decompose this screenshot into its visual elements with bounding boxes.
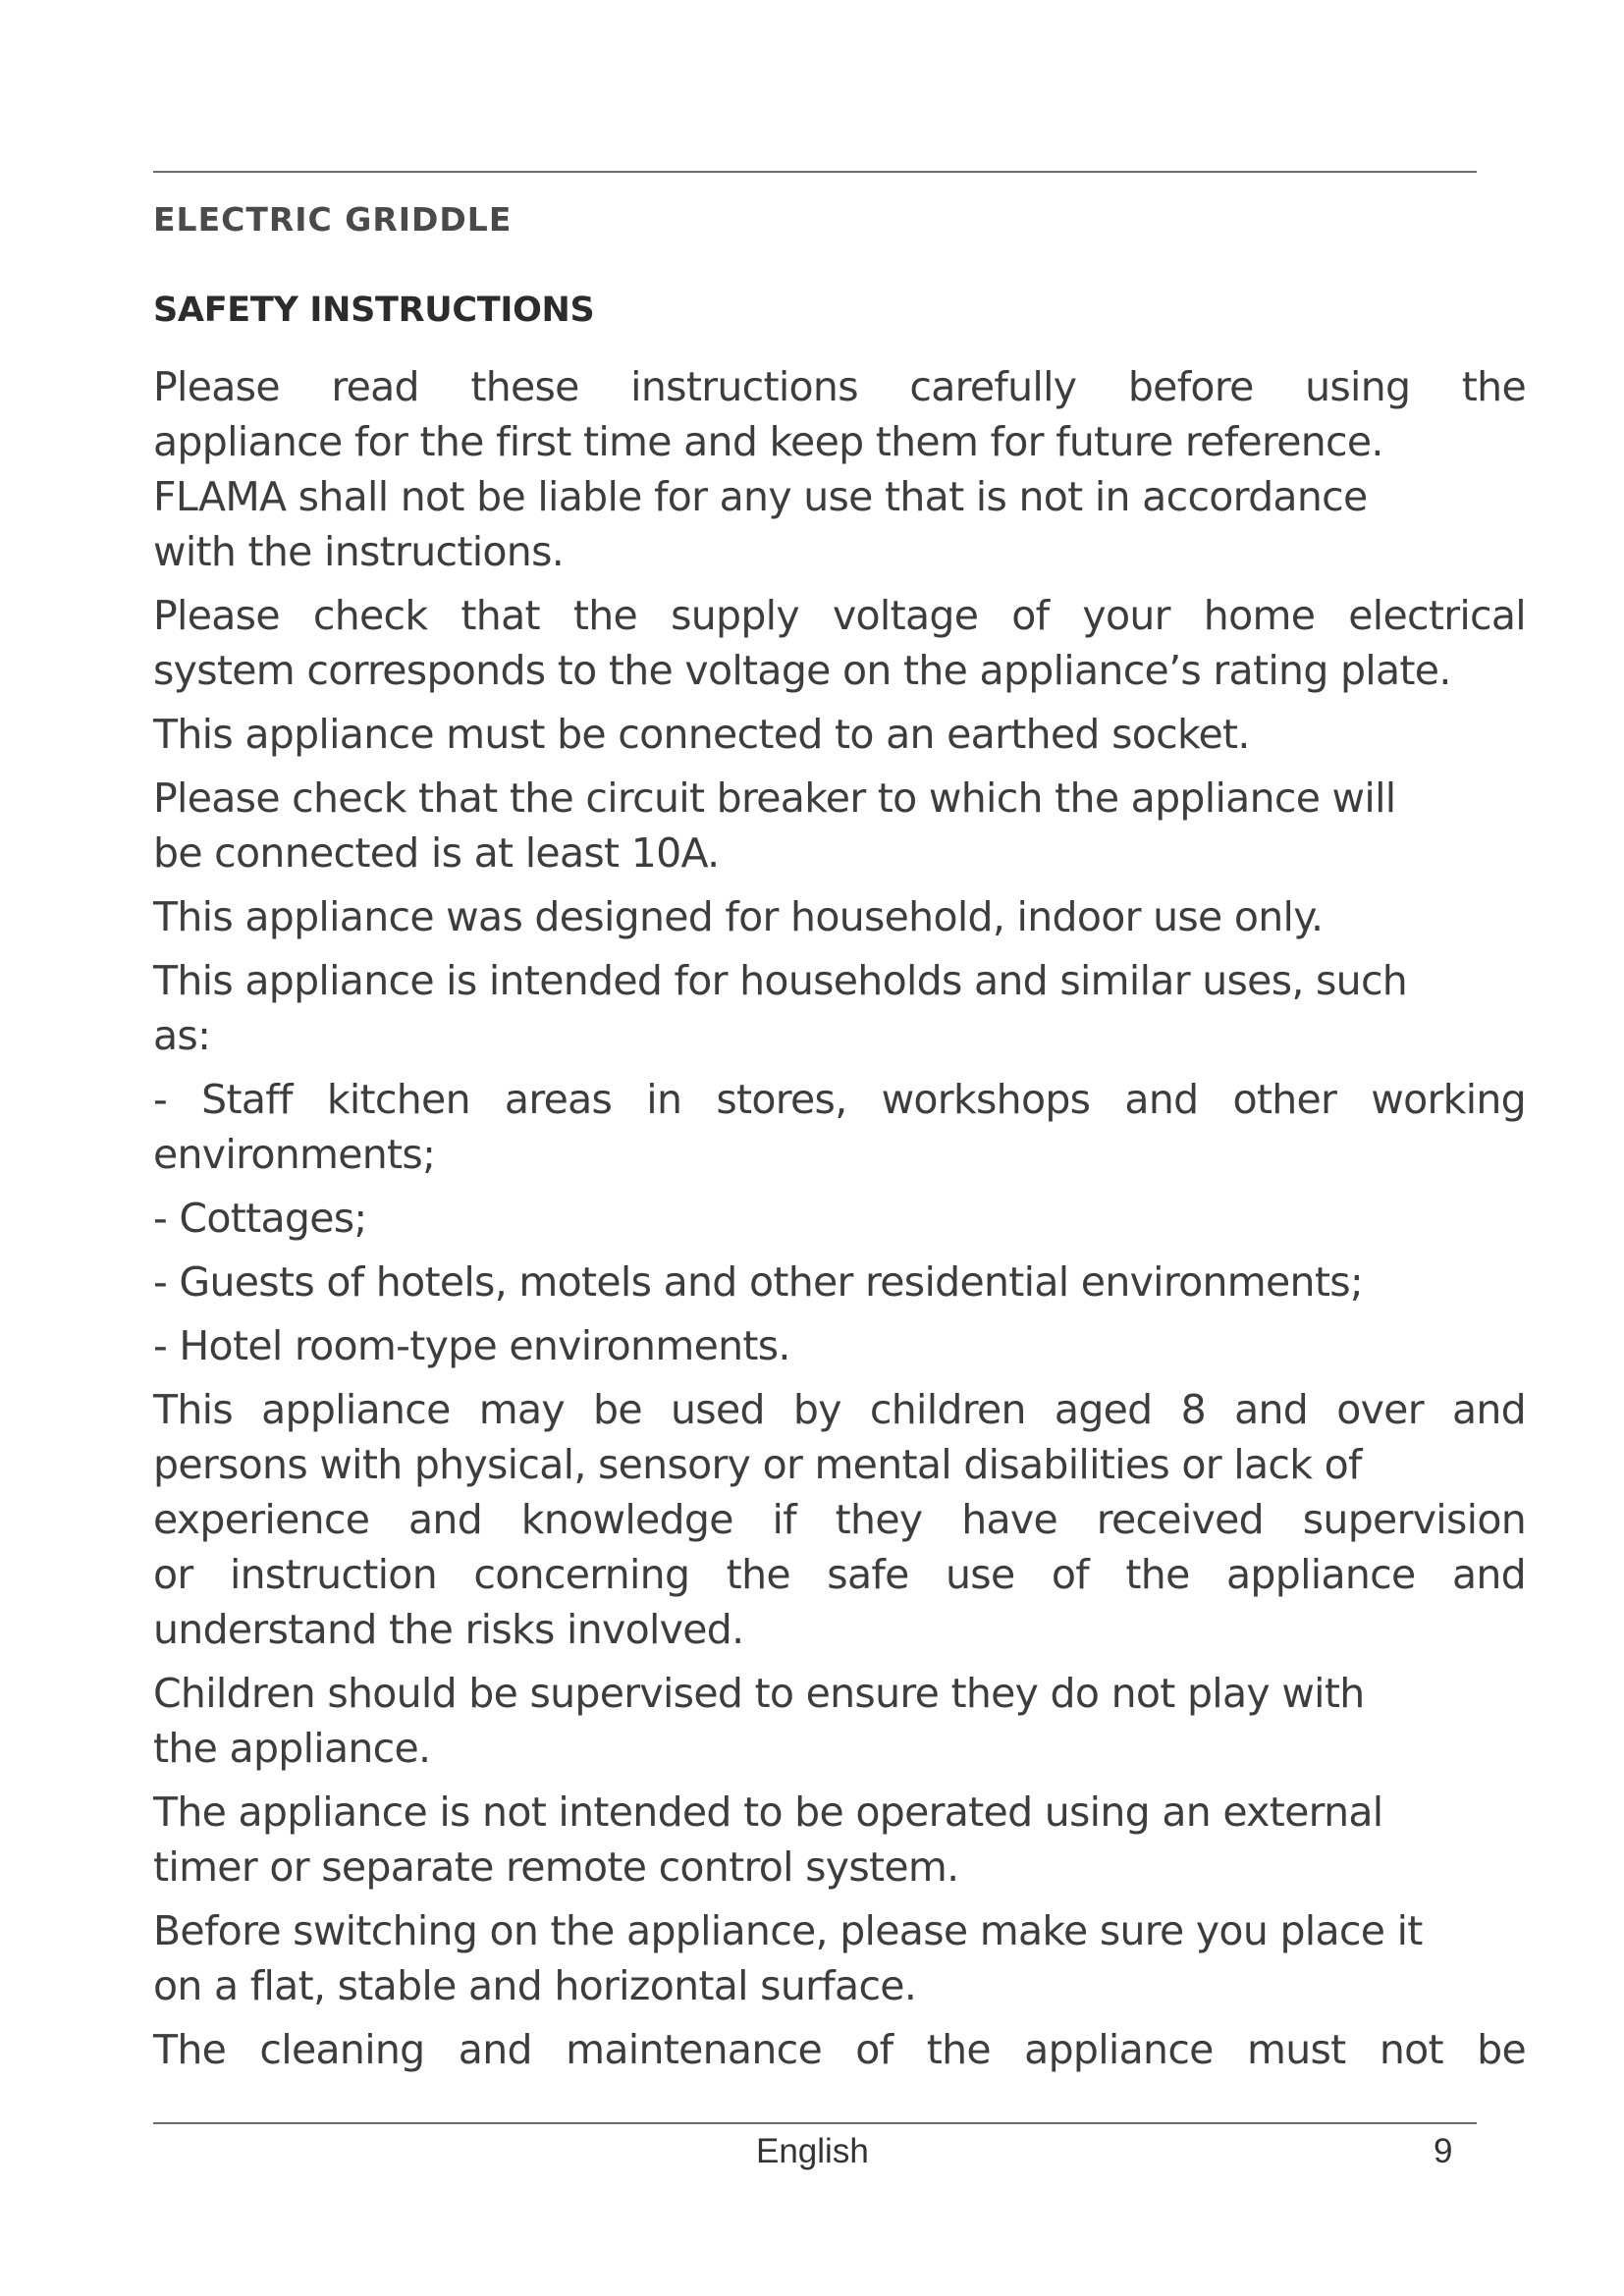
text-line: system corresponds to the voltage on the appliance’s rating plate. — [153, 647, 1451, 694]
paragraph — [153, 1318, 1526, 1373]
paragraph — [153, 1255, 1526, 1309]
text-line: This appliance must be connected to an earthed socket. — [153, 711, 1250, 758]
paragraph — [153, 707, 1526, 762]
section-title: SAFETY INSTRUCTIONS — [153, 291, 595, 330]
paragraph — [153, 359, 1526, 579]
text-line: - Hotel room-type environments. — [153, 1322, 790, 1369]
text-line: The appliance is not intended to be operated using an external — [153, 1789, 1383, 1836]
text-line: The cleaning and maintenance of the appliance must not be — [153, 2026, 1526, 2073]
text-line: - Cottages; — [153, 1195, 367, 1242]
body-text — [153, 359, 1526, 2086]
text-line: Children should be supervised to ensure they do not play with — [153, 1670, 1365, 1717]
paragraph — [153, 889, 1526, 944]
text-line: This appliance was designed for household, indoor use only. — [153, 893, 1324, 940]
paragraph — [153, 1382, 1526, 1657]
text-line: This appliance may be used by children aged 8 and over and — [153, 1386, 1526, 1433]
paragraph — [153, 1785, 1526, 1895]
text-line: Please check that the supply voltage of your home electrical — [153, 592, 1526, 639]
text-line: - Staff kitchen areas in stores, workshops and other working — [153, 1076, 1526, 1123]
text-line: as: — [153, 1012, 211, 1059]
paragraph — [153, 2022, 1526, 2077]
footer-rule — [153, 2122, 1477, 2124]
paragraph — [153, 1072, 1526, 1182]
text-line: appliance for the first time and keep them for future reference. — [153, 418, 1383, 465]
text-line: be connected is at least 10A. — [153, 829, 720, 877]
text-line: - Guests of hotels, motels and other residential environments; — [153, 1258, 1363, 1306]
text-line: on a flat, stable and horizontal surface. — [153, 1962, 917, 2009]
footer-language: English — [756, 2132, 869, 2170]
paragraph — [153, 953, 1526, 1063]
paragraph — [153, 1666, 1526, 1776]
paragraph — [153, 771, 1526, 881]
text-line: or instruction concerning the safe use of the appliance and — [153, 1551, 1526, 1598]
text-line: Please read these instructions carefully before using the — [153, 363, 1526, 410]
text-line: This appliance is intended for households and similar uses, such — [153, 957, 1408, 1004]
text-line: environments; — [153, 1131, 436, 1178]
paragraph — [153, 588, 1526, 698]
text-line: the appliance. — [153, 1725, 431, 1772]
text-line: Before switching on the appliance, please make sure you place it — [153, 1907, 1423, 1954]
text-line: understand the risks involved. — [153, 1606, 744, 1653]
text-line: with the instructions. — [153, 528, 565, 575]
text-line: experience and knowledge if they have received supervision — [153, 1496, 1526, 1543]
paragraph — [153, 1191, 1526, 1246]
text-line: timer or separate remote control system. — [153, 1843, 959, 1891]
document-header-title: ELECTRIC GRIDDLE — [153, 200, 513, 239]
paragraph — [153, 1903, 1526, 2013]
header-rule — [153, 171, 1477, 173]
page-number: 9 — [1434, 2132, 1453, 2170]
text-line: persons with physical, sensory or mental disabilities or lack of — [153, 1441, 1362, 1488]
text-line: Please check that the circuit breaker to which the appliance will — [153, 774, 1396, 822]
text-line: FLAMA shall not be liable for any use that is not in accordance — [153, 473, 1368, 520]
